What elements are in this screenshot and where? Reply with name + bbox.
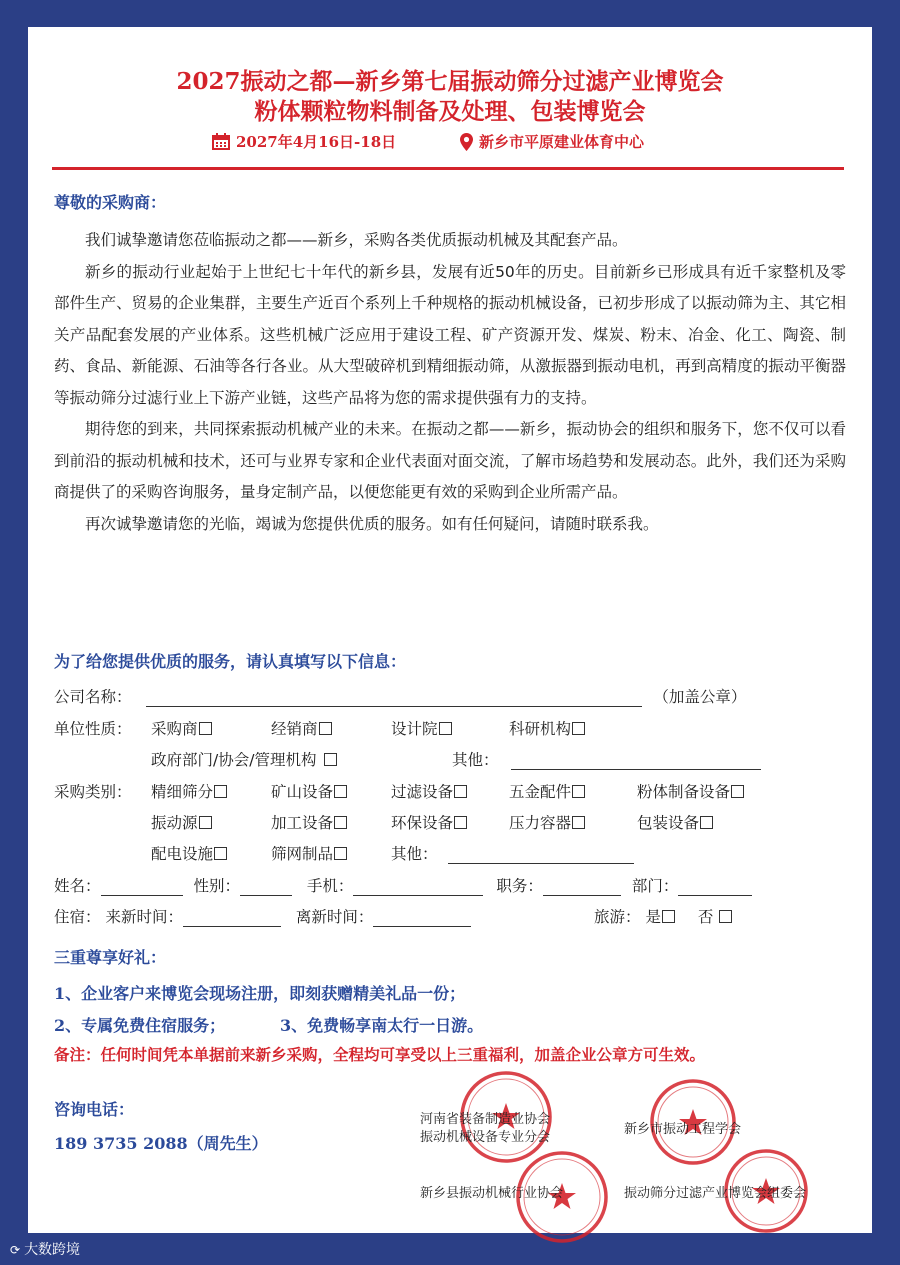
watermark bbox=[10, 1239, 80, 1259]
tour-row bbox=[594, 905, 732, 927]
unit-option[interactable] bbox=[391, 717, 452, 739]
category-option-label: 筛网制品 bbox=[271, 845, 334, 863]
category-option-label: 振动源 bbox=[151, 814, 198, 832]
gift-item: 3、免费畅享南太行一日游。 bbox=[280, 1016, 484, 1035]
gifts-note: 备注：任何时间凭本单据前来新乡采购，全程均可享受以上三重福利，加盖企业公章方可生效。 bbox=[54, 1045, 706, 1064]
unit-option[interactable] bbox=[151, 748, 337, 770]
category-other-field[interactable] bbox=[448, 847, 634, 864]
checkbox[interactable] bbox=[214, 847, 227, 860]
checkbox[interactable] bbox=[454, 785, 467, 798]
category-option-label: 压力容器 bbox=[509, 814, 572, 832]
department-label: 部门： bbox=[631, 877, 679, 895]
gender-label: 性别： bbox=[193, 877, 240, 895]
checkbox[interactable] bbox=[572, 785, 585, 798]
organizer-1 bbox=[420, 1111, 550, 1147]
company-seal-note: （加盖公章） bbox=[653, 688, 747, 706]
category-option[interactable] bbox=[509, 811, 585, 833]
category-option-label: 五金配件 bbox=[509, 783, 572, 801]
unit-option[interactable] bbox=[271, 717, 332, 739]
gift-item: 2、专属免费住宿服务； bbox=[54, 1016, 226, 1035]
unit-option-label: 政府部门/协会/管理机构 bbox=[151, 751, 317, 769]
category-other bbox=[391, 842, 634, 864]
category-option[interactable] bbox=[151, 842, 227, 864]
unit-other bbox=[452, 748, 761, 770]
watermark-logo-icon: ⟳ bbox=[10, 1243, 21, 1257]
greeting: 尊敬的采购商： bbox=[54, 193, 167, 212]
watermark-text: 大数跨境 bbox=[24, 1242, 81, 1258]
organizer-1-line1: 河南省装备制造业协会 bbox=[420, 1112, 551, 1127]
letter-paragraph: 期待您的到来，共同探索振动机械产业的未来。在振动之都——新乡，振动协会的组织和服务下，您不仅可以看到前沿的振动机械和技术，还可与业界专家和企业代表面对面交流，了解市场趋势和发展动态。此外，我们还为采购商提供了的采购咨询服务，量身定制产品，以便您能更有效的采购到企业所需产品。 bbox=[54, 420, 846, 501]
category-option[interactable] bbox=[271, 811, 347, 833]
contact-phone: 189 3735 2088（周先生） bbox=[54, 1134, 268, 1153]
organizer-3: 新乡县振动机械行业协会 bbox=[420, 1186, 564, 1201]
category-option-label: 矿山设备 bbox=[271, 783, 334, 801]
checkbox[interactable] bbox=[199, 722, 212, 735]
tour-yes-label: 是 bbox=[645, 908, 661, 926]
event-title: 2027振动之都—新乡第七届振动筛分过滤产业博览会 bbox=[176, 68, 724, 95]
unit-option-label: 经销商 bbox=[271, 720, 318, 738]
category-option-label: 环保设备 bbox=[391, 814, 454, 832]
checkbox[interactable] bbox=[439, 722, 452, 735]
company-row bbox=[54, 685, 746, 707]
letter-paragraph: 新乡的振动行业起始于上世纪七十年代的新乡县，发展有近50年的历史。目前新乡已形成具有近千家整机及零部件生产、贸易的企业集群，主要生产近百个系列上千种规格的振动机械设备，已初步形成了以振动筛为主、其它相关产品配套发展的产业体系。这些机械广泛应用于建设工程、矿产资源开发、煤炭、粉末、冶金、化工、陶瓷、制药、食品、新能源、石油等各行各业。从大型破碎机到精细振动筛，从激振器到振动电机，再到高精度的振动平衡器等振动筛分过滤行业上下游产业链，这些产品将为您的需求提供强有力的支持。 bbox=[54, 262, 846, 407]
event-subtitle: 粉体颗粒物料制备及处理、包装博览会 bbox=[254, 98, 646, 125]
category-option[interactable] bbox=[391, 780, 467, 802]
lodging-row bbox=[54, 905, 471, 927]
lodging-label: 住宿： bbox=[54, 908, 101, 926]
category-other-label: 其他： bbox=[391, 845, 438, 863]
unit-option[interactable] bbox=[509, 717, 585, 739]
category-option-label: 加工设备 bbox=[271, 814, 334, 832]
category-option[interactable] bbox=[151, 780, 227, 802]
tour-label: 旅游： bbox=[594, 908, 641, 926]
checkbox[interactable] bbox=[319, 722, 332, 735]
contact-label: 咨询电话： bbox=[54, 1100, 135, 1119]
category-option[interactable] bbox=[271, 780, 347, 802]
phone-label: 手机： bbox=[306, 877, 354, 895]
company-label: 公司名称： bbox=[54, 688, 132, 706]
letter-body bbox=[54, 225, 846, 540]
calendar-icon bbox=[212, 133, 230, 150]
leave-label: 离新时间： bbox=[295, 908, 374, 926]
unit-other-field[interactable] bbox=[511, 753, 761, 770]
unit-type-row bbox=[54, 717, 132, 739]
category-option[interactable] bbox=[271, 842, 347, 864]
name-field[interactable] bbox=[101, 879, 183, 896]
leave-field[interactable] bbox=[373, 910, 471, 927]
unit-option-label: 设计院 bbox=[391, 720, 438, 738]
unit-option-label: 采购商 bbox=[151, 720, 198, 738]
unit-option[interactable] bbox=[151, 717, 212, 739]
gift-item: 1、企业客户来博览会现场注册，即刻获赠精美礼品一份； bbox=[54, 984, 466, 1003]
checkbox[interactable] bbox=[572, 816, 585, 829]
event-date bbox=[212, 131, 396, 152]
company-name-field[interactable] bbox=[146, 690, 642, 707]
category-option-label: 包装设备 bbox=[637, 814, 700, 832]
category-option-label: 精细筛分 bbox=[151, 783, 214, 801]
gender-field[interactable] bbox=[240, 879, 292, 896]
checkbox[interactable] bbox=[199, 816, 212, 829]
checkbox[interactable] bbox=[731, 785, 744, 798]
tour-yes-checkbox[interactable] bbox=[662, 910, 675, 923]
checkbox[interactable] bbox=[214, 785, 227, 798]
personal-info-row bbox=[54, 874, 752, 896]
tour-no-label: 否 bbox=[697, 908, 714, 926]
event-date-text: 2027年4月16日-18日 bbox=[236, 133, 397, 151]
category-option-label: 粉体制备设备 bbox=[637, 783, 731, 801]
checkbox[interactable] bbox=[334, 785, 347, 798]
checkbox[interactable] bbox=[334, 816, 347, 829]
checkbox[interactable] bbox=[454, 816, 467, 829]
unit-other-label: 其他： bbox=[452, 751, 499, 769]
checkbox[interactable] bbox=[572, 722, 585, 735]
position-field[interactable] bbox=[543, 879, 621, 896]
header-divider bbox=[52, 167, 844, 170]
gifts-title: 三重尊享好礼： bbox=[54, 948, 167, 967]
invitation-sheet bbox=[28, 27, 872, 1233]
organizer-2: 新乡市振动工程学会 bbox=[624, 1122, 742, 1137]
organizer-4: 振动筛分过滤产业博览会组委会 bbox=[624, 1186, 807, 1201]
event-venue bbox=[460, 131, 644, 152]
category-option-label: 配电设施 bbox=[151, 845, 214, 863]
checkbox[interactable] bbox=[324, 753, 337, 766]
name-label: 姓名： bbox=[54, 877, 101, 895]
unit-type-label: 单位性质： bbox=[54, 720, 132, 738]
event-venue-text: 新乡市平原建业体育中心 bbox=[479, 133, 645, 151]
tour-no-checkbox[interactable] bbox=[719, 910, 732, 923]
location-pin-icon bbox=[460, 133, 473, 151]
unit-option-label: 科研机构 bbox=[509, 720, 572, 738]
letter-paragraph: 再次诚挚邀请您的光临，竭诚为您提供优质的服务。如有任何疑问，请随时联系我。 bbox=[85, 514, 659, 533]
organizer-1-line2: 振动机械设备专业分会 bbox=[420, 1130, 551, 1145]
category-option[interactable] bbox=[637, 811, 713, 833]
position-label: 职务： bbox=[496, 877, 543, 895]
checkbox[interactable] bbox=[700, 816, 713, 829]
category-option-label: 过滤设备 bbox=[391, 783, 454, 801]
checkbox[interactable] bbox=[334, 847, 347, 860]
letter-paragraph: 我们诚挚邀请您莅临振动之都——新乡，采购各类优质振动机械及其配套产品。 bbox=[85, 231, 628, 249]
arrive-label: 来新时间： bbox=[105, 908, 183, 926]
category-option[interactable] bbox=[391, 811, 467, 833]
phone-field[interactable] bbox=[353, 879, 483, 896]
category-option[interactable] bbox=[151, 811, 212, 833]
arrive-field[interactable] bbox=[183, 910, 281, 927]
form-title: 为了给您提供优质的服务，请认真填写以下信息： bbox=[54, 652, 407, 671]
category-option[interactable] bbox=[509, 780, 585, 802]
department-field[interactable] bbox=[678, 879, 752, 896]
category-label: 采购类别： bbox=[54, 783, 132, 801]
category-option[interactable] bbox=[637, 780, 744, 802]
